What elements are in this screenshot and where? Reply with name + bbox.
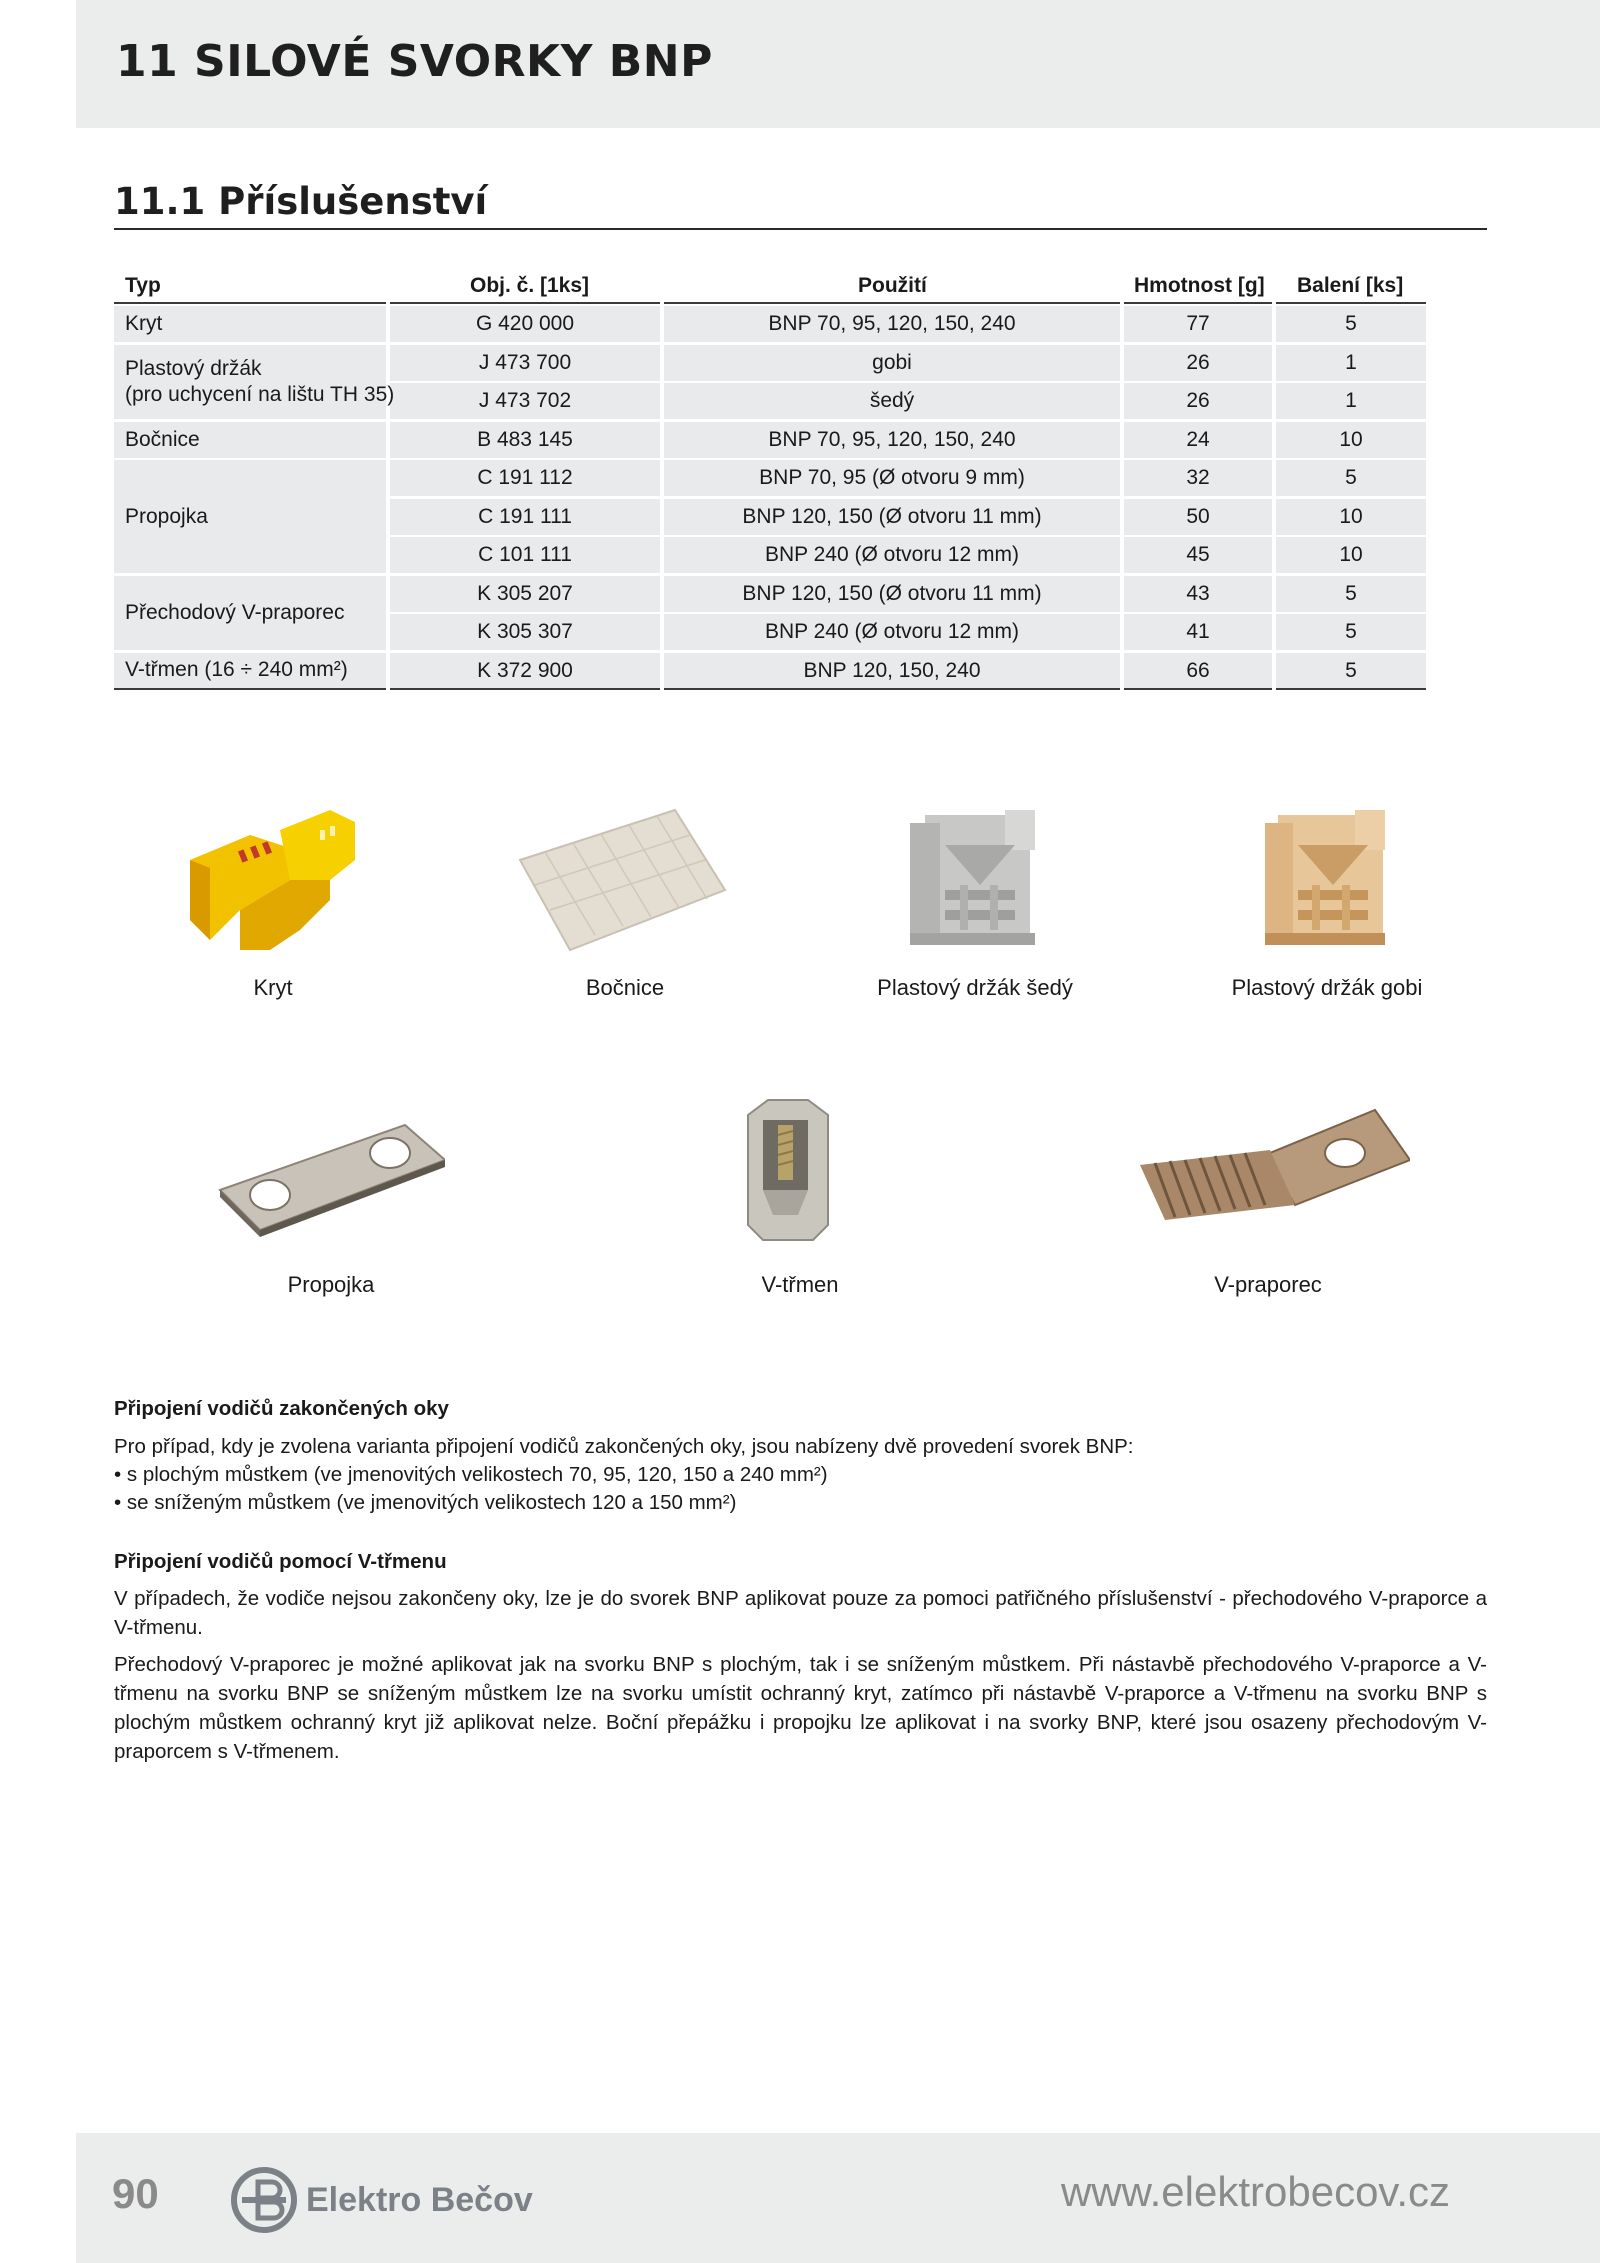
caption-vtrmen: V-třmen [761, 1272, 839, 1297]
page-number: 90 [112, 2170, 159, 2217]
header-underline [1276, 302, 1426, 304]
caption-bocnice: Bočnice [585, 975, 665, 1000]
table-cell: B 483 145 [477, 427, 573, 451]
table-header-hmotnost: Hmotnost [g] [1134, 274, 1265, 297]
table-cell: BNP 240 (Ø otvoru 12 mm) [764, 543, 1020, 566]
paragraph-vtrmen: V případech, že vodiče nejsou zakončeny oky, lze je do svorek BNP aplikovat pouze za pomoci patřičného příslušenství - přechodového V-praporce a V-třmenu. [114, 1587, 1487, 1639]
paragraph-vpraporec: Přechodový V-praporec je možné aplikovat jak na svorku BNP s plochým, tak i se sníženým můstkem. Při nástavbě přechodového V-praporce a V-třmenu na svorku BNP se sníženým můstkem lze na svorku umístit ochranný kryt, zatímco při nástavbě V-praporce a V-třmenu na svorku BNP s plochým můstkem ochranný kryt již aplikovat nelze. Boční přepážku i propojku lze aplikovat i na svorky BNP, které jsou osazeny přechodovým V-praporcem s V-třmenem. [114, 1653, 1487, 1763]
table-cell: 50 [1186, 504, 1210, 528]
table-cell: 45 [1186, 543, 1210, 566]
table-header-pouziti: Použití [858, 274, 927, 297]
section-rule [114, 228, 1487, 230]
table-cell: BNP 70, 95, 120, 150, 240 [768, 427, 1016, 451]
table-cell: 41 [1186, 620, 1210, 643]
table-bottom-rule [114, 688, 386, 690]
propojka-image [215, 1115, 445, 1240]
brand-name: Elektro Bečov [306, 2180, 533, 2219]
table-cell: 5 [1345, 620, 1357, 643]
drzak-gobi-image [1260, 805, 1390, 955]
elektro-becov-logo-icon [228, 2164, 300, 2236]
table-cell: K 305 307 [477, 620, 573, 643]
header-underline [664, 302, 1120, 304]
bocnice-image [515, 805, 730, 955]
type-label: Propojka [125, 505, 208, 528]
header-underline [1124, 302, 1272, 304]
table-cell: G 420 000 [475, 312, 575, 335]
header-underline [390, 302, 660, 304]
table-cell: 26 [1186, 350, 1210, 374]
table-cell: J 473 700 [478, 350, 572, 374]
table-cell: 26 [1186, 389, 1210, 412]
caption-kryt: Kryt [253, 975, 293, 1000]
caption-drzak-gobi: Plastový držák gobi [1231, 975, 1423, 1000]
table-header-baleni: Balení [ks] [1297, 274, 1404, 297]
brand-logo [228, 2160, 533, 2240]
table-cell: 10 [1339, 427, 1363, 451]
table-cell: 5 [1345, 466, 1357, 489]
type-label: Přechodový V-praporec [125, 601, 345, 624]
table-cell: 5 [1345, 581, 1357, 605]
bullet-snizene: • se sníženým můstkem (ve jmenovitých velikostech 120 a 150 mm²) [114, 1491, 737, 1514]
table-cell: 77 [1186, 312, 1210, 335]
caption-drzak-sedy: Plastový držák šedý [877, 975, 1073, 1000]
type-label: Plastový držák (pro uchycení na lištu TH 35) [125, 357, 395, 406]
table-cell: BNP 240 (Ø otvoru 12 mm) [764, 620, 1020, 643]
kryt-image [180, 800, 370, 960]
table-header-obj: Obj. č. [1ks] [470, 274, 590, 297]
table-cell: 5 [1345, 658, 1357, 682]
caption-propojka: Propojka [287, 1272, 375, 1297]
type-label: Bočnice [125, 428, 200, 451]
caption-vpraporec: V-praporec [1214, 1272, 1322, 1297]
header-underline [114, 302, 386, 304]
table-cell: 10 [1339, 543, 1363, 566]
heading-vtrmen: Připojení vodičů pomocí V-třmenu [114, 1550, 447, 1573]
table-cell: C 101 111 [478, 543, 572, 566]
heading-oky: Připojení vodičů zakončených oky [114, 1397, 449, 1420]
table-bottom-rule [664, 688, 1120, 690]
drzak-sedy-image [905, 805, 1040, 955]
bullet-ploche: • s plochým můstkem (ve jmenovitých velikostech 70, 95, 120, 150 a 240 mm²) [114, 1463, 828, 1486]
table-cell: BNP 70, 95, 120, 150, 240 [768, 312, 1016, 335]
table-cell: 1 [1345, 389, 1357, 412]
table-cell: 24 [1186, 427, 1210, 451]
table-cell: BNP 120, 150 (Ø otvoru 11 mm) [742, 581, 1042, 605]
table-cell: 32 [1186, 466, 1210, 489]
website-url[interactable]: www.elektrobecov.cz [1060, 2168, 1450, 2215]
table-cell: K 305 207 [477, 581, 573, 605]
section-title: 11.1 Příslušenství [114, 180, 488, 223]
table-cell: C 191 111 [478, 504, 572, 528]
table-cell: 1 [1345, 350, 1357, 374]
table-cell: šedý [869, 389, 915, 412]
type-label: Kryt [125, 312, 163, 335]
type-label: V-třmen (16 ÷ 240 mm²) [125, 658, 348, 681]
vtrmen-image [738, 1095, 833, 1245]
vpraporec-image [1135, 1105, 1410, 1240]
table-cell: BNP 70, 95 (Ø otvoru 9 mm) [759, 466, 1025, 489]
table-bottom-rule [390, 688, 660, 690]
paragraph-oky: Pro případ, kdy je zvolena varianta připojení vodičů zakončených oky, jsou nabízeny dvě provedení svorek BNP: [114, 1435, 1134, 1458]
table-cell: BNP 120, 150, 240 [803, 658, 981, 682]
table-bottom-rule [1124, 688, 1272, 690]
table-cell: J 473 702 [478, 389, 572, 412]
table-cell: 66 [1186, 658, 1210, 682]
table-bottom-rule [1276, 688, 1426, 690]
table-cell: gobi [872, 350, 912, 374]
table-cell: K 372 900 [477, 658, 573, 682]
table-cell: 5 [1345, 312, 1357, 335]
table-cell: 10 [1339, 504, 1363, 528]
table-cell: BNP 120, 150 (Ø otvoru 11 mm) [742, 504, 1042, 528]
table-cell: C 191 112 [477, 466, 573, 489]
chapter-title: 11 SILOVÉ SVORKY BNP [116, 36, 713, 87]
table-header-typ: Typ [125, 274, 161, 297]
table-cell: 43 [1186, 581, 1210, 605]
